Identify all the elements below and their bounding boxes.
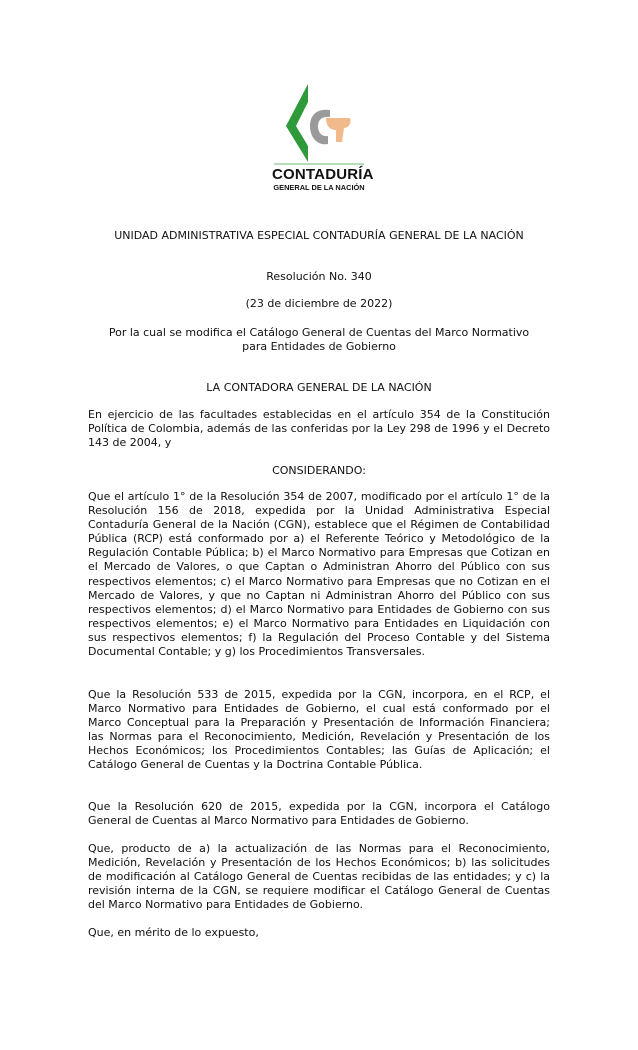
powers-paragraph: En ejercicio de las facultades establecidas en el artículo 354 de la Constitución Política de Colombia, además de las conferidas por la Ley 298 de 1996 y el Decreto 143 de 2004, y bbox=[88, 408, 550, 450]
paragraph-1: Que el artículo 1° de la Resolución 354 de 2007, modificado por el artículo 1° de la Resolución 156 de 2018, expedida por la Unidad Administrativa Especial Contaduría General de la Nación (CGN), establece que el Régimen de Contabilidad Pública (RCP) está conformado por a) el Referente Teórico y Metodológico de la Regulación Contable Pública; b) el Marco Normativo para Empresas que Cotizan en el Mercado de Valores, o que Captan o Administran Ahorro del Público con sus respectivos elementos; c) el Marco Normativo para Empresas que no Cotizan en el Mercado de Valores, y que no Captan ni Administran Ahorro del Público con sus respectivos elementos; d) el Marco Normativo para Entidades de Gobierno con sus respectivos elementos; e) el Marco Normativo para Entidades en Liquidación con sus respectivos elementos; f) la Regulación del Proceso Contable y del Sistema Documental Contable; y g) los Procedimientos Transversales. bbox=[88, 490, 550, 659]
subject-line-2: para Entidades de Gobierno bbox=[242, 340, 396, 353]
paragraph-5: Que, en mérito de lo expuesto, bbox=[88, 926, 259, 939]
gray-shape bbox=[310, 110, 330, 145]
peach-shape bbox=[326, 118, 351, 142]
considering-heading: CONSIDERANDO: bbox=[272, 464, 366, 477]
paragraph-3: Que la Resolución 620 de 2015, expedida por la CGN, incorpora el Catálogo General de Cuentas al Marco Normativo para Entidades de Gobierno. bbox=[88, 800, 550, 828]
cgn-emblem-icon bbox=[272, 80, 366, 166]
logo-name: CONTADURÍA bbox=[272, 166, 374, 183]
authority: LA CONTADORA GENERAL DE LA NACIÓN bbox=[206, 381, 432, 394]
subject-line-1: Por la cual se modifica el Catálogo General de Cuentas del Marco Normativo bbox=[108, 326, 530, 339]
paragraph-4: Que, producto de a) la actualización de las Normas para el Reconocimiento, Medición, Revelación y Presentación de los Hechos Económicos; b) las solicitudes de modificación al Catálogo General de Cuentas recibidas de las entidades; y c) la revisión interna de la CGN, se requiere modificar el Catálogo General de Cuentas del Marco Normativo para Entidades de Gobierno. bbox=[88, 842, 550, 912]
resolution-date: (23 de diciembre de 2022) bbox=[245, 297, 393, 310]
resolution-number: Resolución No. 340 bbox=[266, 270, 372, 283]
cgn-logo bbox=[272, 80, 374, 192]
logo-subtitle: GENERAL DE LA NACIÓN bbox=[273, 183, 365, 192]
institution-title: UNIDAD ADMINISTRATIVA ESPECIAL CONTADURÍA GENERAL DE LA NACIÓN bbox=[114, 229, 524, 242]
paragraph-2: Que la Resolución 533 de 2015, expedida por la CGN, incorpora, en el RCP, el Marco Normativo para Entidades de Gobierno, el cual está conformado por el Marco Conceptual para la Preparación y Presentación de Información Financiera; las Normas para el Reconocimiento, Medición, Revelación y Presentación de los Hechos Económicos; los Procedimientos Contables; las Guías de Aplicación; el Catálogo General de Cuentas y la Doctrina Contable Pública. bbox=[88, 688, 550, 772]
green-shape bbox=[286, 84, 308, 162]
